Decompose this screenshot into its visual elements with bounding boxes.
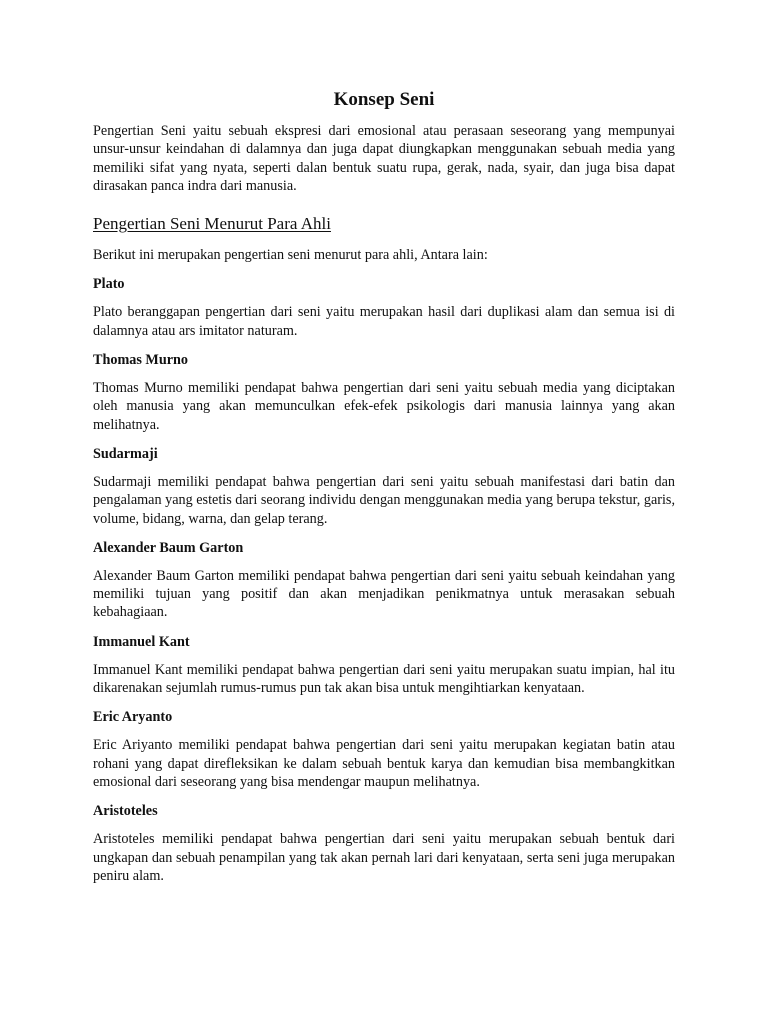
expert-description: Eric Ariyanto memiliki pendapat bahwa pengertian dari seni yaitu merupakan kegiatan batin atau rohani yang dapat direfleksikan ke dalam sebuah bentuk karya dan kemudian bisa membangkitkan emosional dari seseorang yang bisa mendengar maupun melihatnya. — [93, 737, 675, 790]
expert-name: Thomas Murno — [93, 352, 188, 369]
expert-name: Sudarmaji — [93, 445, 158, 462]
intro-paragraph: Pengertian Seni yaitu sebuah ekspresi dari emosional atau perasaan seseorang yang mempunyai unsur-unsur keindahan di dalamnya dan juga dapat diungkapkan menggunakan sebuah media yang memiliki sifat yang nyata, seperti dalan bentuk suatu rupa, gerak, nada, syair, dan juga bisa dapat dirasakan panca indra dari manusia. — [93, 123, 675, 194]
expert-name: Plato — [93, 276, 125, 293]
expert-item-alexander-baum-garton — [93, 539, 675, 622]
expert-name: Alexander Baum Garton — [93, 539, 244, 556]
expert-item-sudarmaji — [93, 445, 675, 528]
expert-description: Thomas Murno memiliki pendapat bahwa pengertian dari seni yaitu sebuah media yang diciptakan oleh manusia yang akan memunculkan efek-efek psikologis dari manusia lainnya yang akan melihatnya. — [93, 380, 675, 433]
expert-item-thomas-murno — [93, 351, 675, 434]
document-title: Konsep Seni — [333, 89, 435, 110]
expert-name: Aristoteles — [93, 803, 158, 820]
section-heading: Pengertian Seni Menurut Para Ahli — [93, 214, 331, 234]
expert-item-immanuel-kant — [93, 633, 675, 698]
expert-description: Immanuel Kant memiliki pendapat bahwa pengertian dari seni yaitu merupakan suatu impian, hal itu dikarenakan sejumlah rumus-rumus pun tak akan bisa untuk mengihtiarkan kenyataan. — [93, 661, 675, 697]
expert-name: Immanuel Kant — [93, 633, 190, 650]
expert-description: Aristoteles memiliki pendapat bahwa pengertian dari seni yaitu merupakan sebuah bentuk dari ungkapan dan sebuah penampilan yang tak akan pernah lari dari kenyataan, serta seni juga merupakan peniru alam. — [93, 831, 675, 884]
expert-item-eric-aryanto — [93, 708, 675, 791]
document-page — [93, 88, 675, 896]
expert-name: Eric Aryanto — [93, 709, 173, 726]
expert-item-aristoteles — [93, 802, 675, 885]
expert-description: Plato beranggapan pengertian dari seni yaitu merupakan hasil dari duplikasi alam dan semua isi di dalamnya atau ars imitator naturam. — [93, 304, 675, 339]
lead-paragraph: Berikut ini merupakan pengertian seni menurut para ahli, Antara lain: — [93, 247, 488, 264]
expert-item-plato — [93, 275, 675, 340]
expert-description: Alexander Baum Garton memiliki pendapat bahwa pengertian dari seni yaitu sebuah keindahan yang memiliki tujuan yang positif dan akan menjadikan penikmatnya untuk merasakan sebuah kebahagiaan. — [93, 567, 675, 621]
expert-description: Sudarmaji memiliki pendapat bahwa pengertian dari seni yaitu sebuah manifestasi dari batin dan pengalaman yang estetis dari seorang individu dengan menggunakan media yang berupa tekstur, garis, volume, bidang, warna, dan gelap terang. — [93, 473, 675, 527]
